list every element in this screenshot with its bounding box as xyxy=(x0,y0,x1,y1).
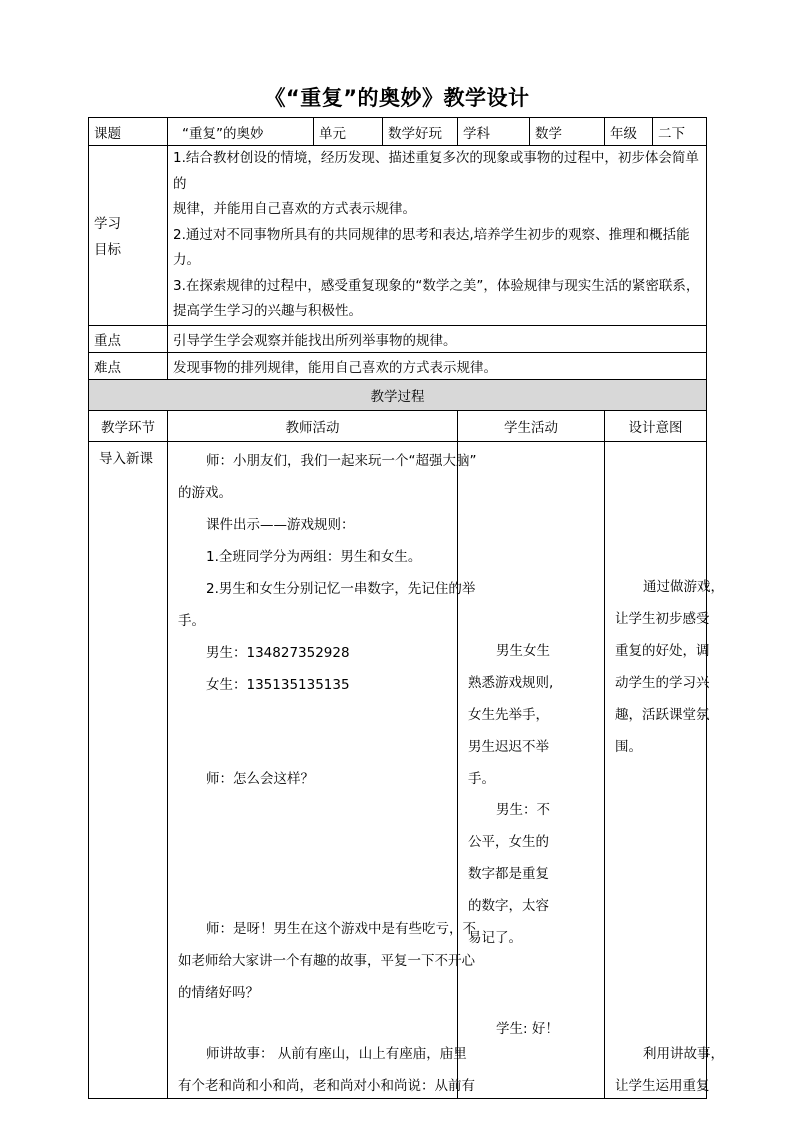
difficulty-label: 难点 xyxy=(89,352,168,379)
teacher-line: 如老师给大家讲一个有趣的故事，平复一下不开心 xyxy=(178,952,475,969)
process-heading-row xyxy=(89,379,707,410)
goal-line: 规律，并能用自己喜欢的方式表示规律。 xyxy=(173,201,416,217)
danyuan-label: 单元 xyxy=(314,118,383,146)
goal-line: 3.在探索规律的过程中，感受重复现象的“数学之美”，体验规律与现实生活的紧密联系， xyxy=(173,277,700,294)
teacher-line: 女生：135135135135 xyxy=(206,676,350,693)
process-columns-row xyxy=(89,410,707,441)
intent-line: 围。 xyxy=(615,738,642,755)
intent-line: 重复的好处，调 xyxy=(615,642,710,659)
goals-label xyxy=(89,146,168,326)
step-cell xyxy=(89,441,168,1098)
teacher-line: 手。 xyxy=(178,612,205,629)
teacher-line: 课件出示——游戏规则： xyxy=(206,516,355,533)
key-point-row xyxy=(89,325,707,352)
goals-content xyxy=(168,146,707,326)
intent-line: 利用讲故事， xyxy=(643,1045,724,1062)
student-activity-cell xyxy=(458,441,605,1098)
intent-line: 让学生初步感受 xyxy=(615,610,710,627)
student-line: 男生女生 xyxy=(496,642,550,659)
student-line: 公平，女生的 xyxy=(468,833,549,850)
col-intent-header: 设计意图 xyxy=(605,410,707,441)
student-line: 女生先举手， xyxy=(468,706,549,723)
difficulty-text: 发现事物的排列规律，能用自己喜欢的方式表示规律。 xyxy=(168,352,707,379)
teacher-line: 师：小朋友们，我们一起来玩一个“超强大脑” xyxy=(206,452,477,469)
student-line: 男生迟迟不举 xyxy=(468,738,549,755)
teacher-line: 师：怎么会这样？ xyxy=(206,770,314,787)
student-line: 手。 xyxy=(468,770,495,787)
keti-value: “重复”的奥妙 xyxy=(168,118,314,146)
intent-line: 趣，活跃课堂氛 xyxy=(615,706,710,723)
page-title: 《“重复”的奥妙》教学设计 xyxy=(264,86,530,110)
student-line: 熟悉游戏规则, xyxy=(468,674,554,691)
col-step-header: 教学环节 xyxy=(89,410,168,441)
process-heading: 教学过程 xyxy=(89,379,707,410)
teacher-line: 的游戏。 xyxy=(178,484,232,501)
intent-line: 让学生运用重复 xyxy=(615,1077,710,1094)
goal-line: 1.结合教材创设的情境，经历发现、描述重复多次的现象或事物的过程中，初步体会简单的 xyxy=(173,150,699,192)
nianji-label: 年级 xyxy=(605,118,653,146)
teacher-activity-cell xyxy=(168,441,477,1098)
goals-row xyxy=(89,146,707,326)
goals-label-line1: 学习 xyxy=(94,216,121,233)
difficulty-row xyxy=(89,352,707,379)
student-line: 学生: 好！ xyxy=(496,1020,559,1037)
design-intent-cell xyxy=(605,441,724,1098)
nianji-value: 二下 xyxy=(653,118,707,146)
xueke-value: 数学 xyxy=(530,118,605,146)
danyuan-value: 数学好玩 xyxy=(383,118,458,146)
intent-line: 动学生的学习兴 xyxy=(615,674,710,691)
xueke-label: 学科 xyxy=(458,118,530,146)
keti-label: 课题 xyxy=(89,118,168,146)
student-line: 的数字，太容 xyxy=(468,897,549,914)
teacher-line: 男生：134827352928 xyxy=(206,644,350,661)
goal-line: 提高学生学习的兴趣与积极性。 xyxy=(173,303,362,319)
student-line: 数字都是重复 xyxy=(468,865,549,882)
lesson-plan-table xyxy=(88,117,724,1099)
teacher-line: 1.全班同学分为两组：男生和女生。 xyxy=(206,548,422,565)
goal-line: 2.通过对不同事物所具有的共同规律的思考和表达,培养学生初步的观察、推理和概括能力。 xyxy=(173,226,690,268)
step-label: 导入新课 xyxy=(99,450,153,467)
goals-label-line2: 目标 xyxy=(94,242,121,259)
process-row xyxy=(89,441,707,1098)
teacher-line: 的情绪好吗？ xyxy=(178,984,259,1001)
col-student-header: 学生活动 xyxy=(458,410,605,441)
col-teacher-header: 教师活动 xyxy=(168,410,458,441)
teacher-line: 师讲故事： 从前有座山，山上有座庙，庙里 xyxy=(206,1045,467,1062)
student-line: 易记了。 xyxy=(468,929,522,946)
teacher-line: 师：是呀！男生在这个游戏中是有些吃亏，不 xyxy=(206,920,476,937)
key-point-label: 重点 xyxy=(89,325,168,352)
teacher-line: 有个老和尚和小和尚，老和尚对小和尚说：从前有 xyxy=(178,1077,475,1094)
info-row xyxy=(89,118,707,146)
intent-line: 通过做游戏， xyxy=(643,578,724,595)
key-point-text: 引导学生学会观察并能找出所列举事物的规律。 xyxy=(168,325,707,352)
student-line: 男生：不 xyxy=(496,801,550,818)
teacher-line: 2.男生和女生分别记忆一串数字，先记住的举 xyxy=(206,580,476,597)
